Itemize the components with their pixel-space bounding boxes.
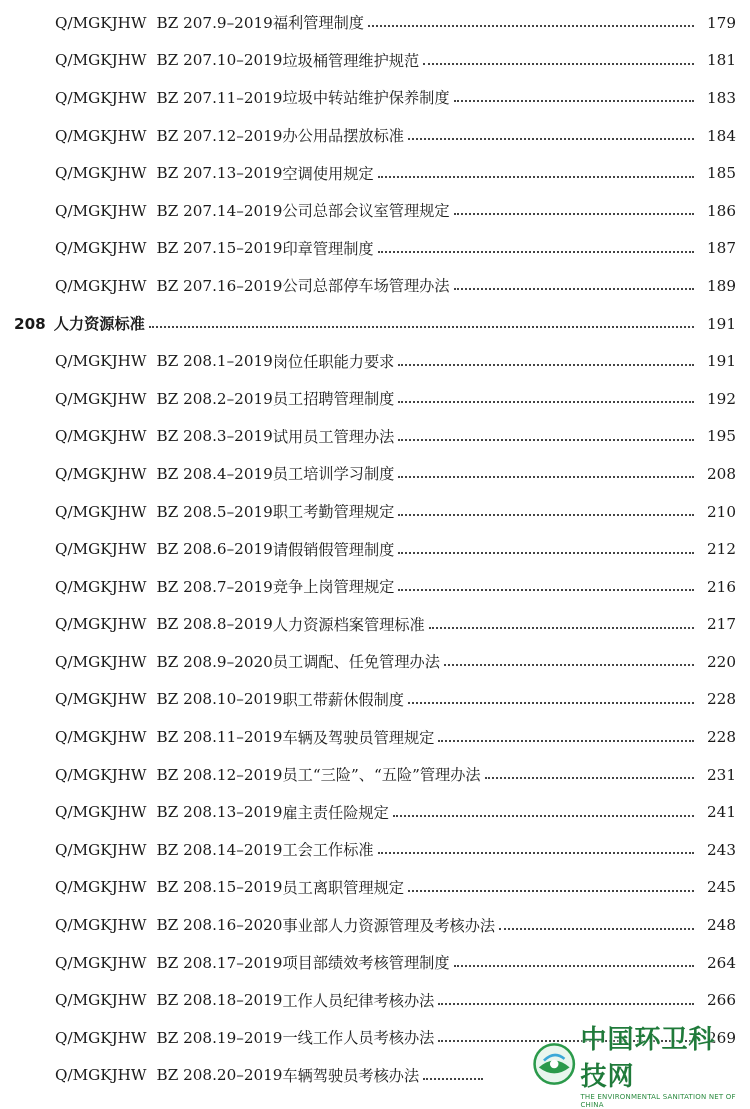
toc-group-208: [0, 342, 750, 1094]
dot-leader: [398, 438, 694, 441]
entry-page-number: 220: [707, 652, 736, 671]
standard-code: [55, 1029, 282, 1047]
standard-code: [55, 878, 282, 896]
standard-code: [55, 427, 273, 445]
entry-title: 垃圾中转站维护保养制度: [282, 89, 450, 108]
entry-page-number: 179: [707, 13, 736, 32]
dot-leader: [454, 964, 694, 967]
toc-entry[interactable]: [0, 342, 750, 380]
watermark-chinese-text: 中国环卫科技网: [580, 1025, 716, 1092]
entry-page-number: 248: [707, 916, 736, 935]
standard-prefix: Q/MGKJHW: [55, 13, 147, 32]
standard-code: [55, 239, 282, 257]
entry-title: 员工“三险”、“五险”管理办法: [282, 766, 481, 785]
standard-number: BZ 208.11–2019: [156, 728, 283, 747]
entry-page-number: 183: [707, 88, 736, 107]
standard-number: BZ 208.5–2019: [156, 502, 273, 521]
standard-prefix: Q/MGKJHW: [55, 1066, 147, 1085]
entry-page-number: 245: [707, 878, 736, 897]
entry-title: 工作人员纪律考核办法: [282, 991, 435, 1010]
standard-number: BZ 208.13–2019: [156, 803, 283, 822]
entry-page-number: 184: [707, 126, 736, 145]
standard-code: [55, 954, 282, 972]
standard-prefix: Q/MGKJHW: [55, 88, 147, 107]
standard-code: [55, 390, 273, 408]
standard-code: [55, 1066, 282, 1084]
entry-page-number: 195: [707, 427, 736, 446]
entry-title: 员工招聘管理制度: [272, 390, 395, 409]
entry-title: 办公用品摆放标准: [282, 127, 404, 146]
entry-title: 垃圾桶管理维护规范: [282, 51, 420, 70]
standard-prefix: Q/MGKJHW: [55, 615, 147, 634]
entry-page-number: 187: [707, 239, 736, 258]
standard-number: BZ 207.11–2019: [156, 88, 283, 107]
toc-entry[interactable]: [0, 267, 750, 305]
dot-leader: [378, 250, 694, 253]
toc-entry[interactable]: [0, 718, 750, 756]
dot-leader: [444, 663, 694, 666]
standard-prefix: Q/MGKJHW: [55, 276, 147, 295]
standard-code: [55, 615, 273, 633]
dot-leader: [378, 851, 694, 854]
dot-leader: [429, 626, 694, 629]
watermark-english-text: THE ENVIRONMENTAL SANITATION NET OF CHINA: [580, 1093, 736, 1109]
standard-number: BZ 208.10–2019: [156, 690, 283, 709]
standard-number: BZ 208.8–2019: [156, 615, 273, 634]
entry-title: 福利管理制度: [272, 14, 364, 33]
standard-number: BZ 208.20–2019: [156, 1066, 283, 1085]
standard-number: BZ 207.15–2019: [156, 239, 283, 258]
toc-group-207: [0, 4, 750, 305]
dot-leader: [454, 212, 694, 215]
dot-leader: [438, 1002, 694, 1005]
section-heading[interactable]: [0, 305, 750, 343]
entry-page-number: 181: [707, 51, 736, 70]
standard-code: [55, 916, 282, 934]
standard-code: [55, 202, 282, 220]
standard-prefix: Q/MGKJHW: [55, 652, 147, 671]
standard-number: BZ 208.9–2020: [156, 652, 273, 671]
standard-number: BZ 208.18–2019: [156, 991, 283, 1010]
dot-leader: [454, 287, 694, 290]
standard-prefix: Q/MGKJHW: [55, 502, 147, 521]
standard-number: BZ 207.13–2019: [156, 164, 283, 183]
standard-code: [55, 127, 282, 145]
dot-leader: [408, 137, 694, 140]
toc-entry[interactable]: [0, 79, 750, 117]
entry-title: 职工考勤管理规定: [272, 503, 395, 522]
standard-prefix: Q/MGKJHW: [55, 51, 147, 70]
standard-number: BZ 208.4–2019: [156, 464, 273, 483]
entry-page-number: 264: [707, 953, 736, 972]
standard-prefix: Q/MGKJHW: [55, 239, 147, 258]
standard-code: [55, 690, 282, 708]
standard-code: [55, 653, 273, 671]
standard-number: BZ 207.16–2019: [156, 276, 283, 295]
toc-entry[interactable]: [0, 643, 750, 681]
toc-entry[interactable]: [0, 230, 750, 268]
entry-page-number: 228: [707, 690, 736, 709]
standard-number: BZ 208.17–2019: [156, 953, 283, 972]
entry-title: 公司总部停车场管理办法: [282, 277, 450, 296]
entry-title: 车辆及驾驶员管理规定: [282, 728, 435, 747]
toc-entry[interactable]: [0, 455, 750, 493]
toc-entry[interactable]: [0, 756, 750, 794]
dot-leader: [393, 814, 694, 817]
standard-prefix: Q/MGKJHW: [55, 540, 147, 559]
standard-prefix: Q/MGKJHW: [55, 803, 147, 822]
entry-title: 员工离职管理规定: [282, 878, 404, 897]
dot-leader: [454, 99, 694, 102]
dot-leader: [423, 1077, 483, 1080]
dot-leader: [398, 400, 694, 403]
dot-leader: [398, 588, 694, 591]
globe-leaf-logo-icon: [532, 1038, 576, 1090]
dot-leader: [408, 889, 694, 892]
entry-title: 公司总部会议室管理规定: [282, 202, 450, 221]
standard-number: BZ 208.15–2019: [156, 878, 283, 897]
standard-prefix: Q/MGKJHW: [55, 728, 147, 747]
entry-page-number: 269: [707, 1028, 736, 1047]
dot-leader: [485, 776, 694, 779]
dot-leader: [398, 551, 694, 554]
entry-title: 空调使用规定: [282, 164, 374, 183]
standard-code: [55, 14, 273, 32]
toc-entry[interactable]: [0, 906, 750, 944]
dot-leader: [398, 475, 694, 478]
entry-title: 试用员工管理办法: [272, 427, 395, 446]
entry-title: 人力资源档案管理标准: [272, 615, 425, 634]
toc-entry[interactable]: [0, 493, 750, 531]
standard-code: [55, 803, 282, 821]
entry-title: 雇主责任险规定: [282, 803, 389, 822]
entry-page-number: 192: [707, 389, 736, 408]
entry-page-number: 191: [707, 352, 736, 371]
standard-number: BZ 207.10–2019: [156, 51, 283, 70]
standard-number: BZ 208.6–2019: [156, 540, 273, 559]
standard-prefix: Q/MGKJHW: [55, 878, 147, 897]
toc-entry[interactable]: [0, 944, 750, 982]
entry-page-number: 228: [707, 728, 736, 747]
standard-code: [55, 164, 282, 182]
toc-entry[interactable]: [0, 117, 750, 155]
standard-prefix: Q/MGKJHW: [55, 991, 147, 1010]
entry-title: 工会工作标准: [282, 841, 374, 860]
standard-prefix: Q/MGKJHW: [55, 389, 147, 408]
toc-entry[interactable]: [0, 42, 750, 80]
entry-page-number: 212: [707, 540, 736, 559]
standard-code: [55, 728, 282, 746]
standard-number: BZ 208.14–2019: [156, 840, 283, 859]
standard-number: BZ 207.9–2019: [156, 13, 273, 32]
watermark: [532, 1025, 742, 1109]
dot-leader: [149, 325, 694, 328]
standard-prefix: Q/MGKJHW: [55, 427, 147, 446]
entry-page-number: 186: [707, 201, 736, 220]
dot-leader: [378, 175, 694, 178]
entry-title: 一线工作人员考核办法: [282, 1029, 435, 1048]
standard-code: [55, 991, 282, 1009]
entry-title: 事业部人力资源管理及考核办法: [282, 916, 496, 935]
standard-code: [55, 503, 273, 521]
standard-prefix: Q/MGKJHW: [55, 164, 147, 183]
entry-page-number: 241: [707, 803, 736, 822]
standard-prefix: Q/MGKJHW: [55, 352, 147, 371]
standard-number: BZ 208.2–2019: [156, 389, 273, 408]
entry-page-number: 189: [707, 276, 736, 295]
standard-prefix: Q/MGKJHW: [55, 1028, 147, 1047]
entry-title: 职工带薪休假制度: [282, 690, 404, 709]
entry-page-number: 210: [707, 502, 736, 521]
toc-entry[interactable]: [0, 530, 750, 568]
entry-page-number: 266: [707, 991, 736, 1010]
standard-code: [55, 540, 273, 558]
entry-title: 员工培训学习制度: [272, 465, 395, 484]
toc-entry[interactable]: [0, 681, 750, 719]
dot-leader: [398, 513, 694, 516]
standard-code: [55, 578, 273, 596]
entry-page-number: 231: [707, 765, 736, 784]
dot-leader: [408, 701, 694, 704]
toc-entry[interactable]: [0, 4, 750, 42]
entry-title: 岗位任职能力要求: [272, 352, 395, 371]
standard-number: BZ 208.1–2019: [156, 352, 273, 371]
section-number: 208: [14, 314, 46, 333]
entry-page-number: 216: [707, 577, 736, 596]
standard-prefix: Q/MGKJHW: [55, 690, 147, 709]
toc-entry[interactable]: [0, 192, 750, 230]
toc-entry[interactable]: [0, 418, 750, 456]
standard-prefix: Q/MGKJHW: [55, 916, 147, 935]
standard-number: BZ 208.3–2019: [156, 427, 273, 446]
entry-title: 车辆驾驶员考核办法: [282, 1066, 420, 1085]
dot-leader: [423, 62, 694, 65]
table-of-contents: [0, 4, 750, 1094]
standard-prefix: Q/MGKJHW: [55, 577, 147, 596]
dot-leader: [438, 739, 694, 742]
dot-leader: [368, 24, 694, 27]
standard-number: BZ 207.12–2019: [156, 126, 283, 145]
toc-entry[interactable]: [0, 869, 750, 907]
standard-prefix: Q/MGKJHW: [55, 464, 147, 483]
entry-title: 竞争上岗管理规定: [272, 578, 395, 597]
dot-leader: [398, 363, 694, 366]
entry-title: 请假销假管理制度: [272, 540, 395, 559]
standard-number: BZ 208.16–2020: [156, 916, 283, 935]
standard-code: [55, 352, 273, 370]
standard-code: [55, 51, 282, 69]
standard-code: [55, 766, 282, 784]
toc-entry[interactable]: [0, 568, 750, 606]
standard-prefix: Q/MGKJHW: [55, 201, 147, 220]
standard-code: [55, 277, 282, 295]
standard-prefix: Q/MGKJHW: [55, 126, 147, 145]
entry-page-number: 208: [707, 464, 736, 483]
toc-entry[interactable]: [0, 793, 750, 831]
section-page-number: 191: [707, 314, 736, 333]
standard-code: [55, 89, 282, 107]
toc-entry[interactable]: [0, 380, 750, 418]
toc-entry[interactable]: [0, 831, 750, 869]
toc-entry[interactable]: [0, 981, 750, 1019]
entry-page-number: 243: [707, 840, 736, 859]
standard-prefix: Q/MGKJHW: [55, 765, 147, 784]
entry-page-number: 185: [707, 164, 736, 183]
section-title: 人力资源标准: [53, 315, 145, 334]
standard-prefix: Q/MGKJHW: [55, 953, 147, 972]
standard-code: [55, 465, 273, 483]
standard-number: BZ 208.7–2019: [156, 577, 273, 596]
standard-number: BZ 207.14–2019: [156, 201, 283, 220]
standard-number: BZ 208.19–2019: [156, 1028, 283, 1047]
entry-title: 印章管理制度: [282, 239, 374, 258]
toc-entry[interactable]: [0, 606, 750, 644]
standard-code: [55, 841, 282, 859]
entry-title: 员工调配、任免管理办法: [272, 653, 440, 672]
standard-prefix: Q/MGKJHW: [55, 840, 147, 859]
entry-title: 项目部绩效考核管理制度: [282, 954, 450, 973]
entry-page-number: 217: [707, 615, 736, 634]
toc-entry[interactable]: [0, 154, 750, 192]
dot-leader: [499, 927, 694, 930]
standard-number: BZ 208.12–2019: [156, 765, 283, 784]
